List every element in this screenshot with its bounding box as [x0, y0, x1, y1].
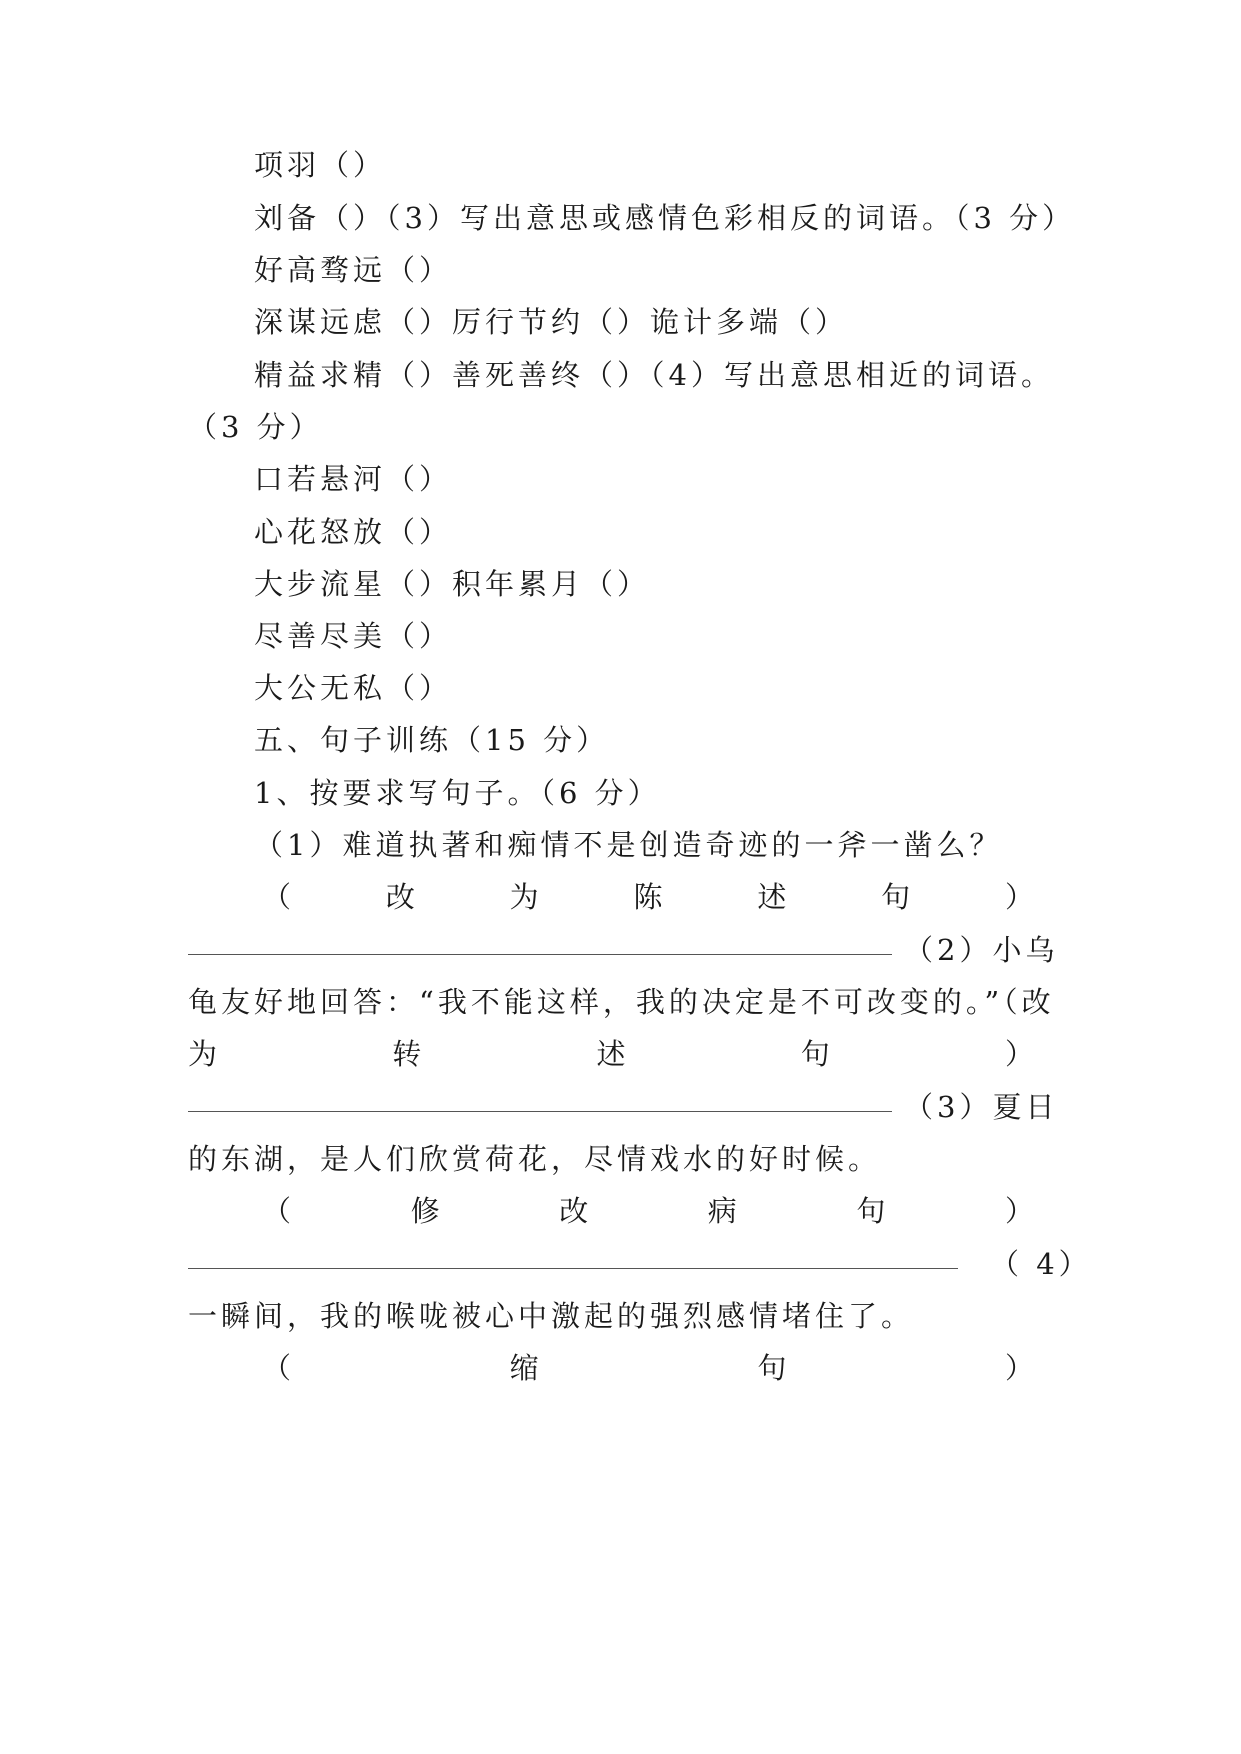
instruction-char: 句 — [881, 880, 911, 914]
instruction-char: ） — [1004, 880, 1034, 914]
answer-blank — [188, 1111, 892, 1112]
instruction-char: ） — [1004, 1037, 1034, 1071]
instruction-char: （ — [262, 1351, 292, 1385]
text-line: 一瞬间，我的喉咙被心中激起的强烈感情堵住了。 — [188, 1299, 915, 1333]
text-line: （ 4） — [990, 1247, 1092, 1281]
instruction-char: 述 — [757, 880, 787, 914]
instruction-char: 修 — [410, 1194, 440, 1228]
instruction-char: 改 — [559, 1194, 589, 1228]
instruction-char: 转 — [392, 1037, 422, 1071]
text-line: 好高骛远（） — [254, 253, 453, 287]
answer-blank — [188, 954, 892, 955]
instruction-char: 为 — [509, 880, 539, 914]
text-line: 口若悬河（） — [254, 462, 453, 496]
text-line: 心花怒放（） — [254, 515, 453, 549]
instruction-char: ） — [1004, 1351, 1034, 1385]
text-line: 大步流星（）积年累月（） — [254, 567, 651, 601]
text-line: 1、按要求写句子。（6 分） — [254, 776, 661, 810]
instruction-char: 陈 — [633, 880, 663, 914]
instruction-char: 改 — [385, 880, 415, 914]
text-line: 项羽（） — [254, 148, 387, 182]
text-line: 精益求精（）善死善终（）（4）写出意思相近的词语。 — [254, 358, 1054, 392]
instruction-char: ） — [1004, 1194, 1034, 1228]
text-line: 深谋远虑（）厉行节约（）诡计多端（） — [254, 305, 849, 339]
text-line: （1）难道执著和痴情不是创造奇迹的一斧一凿么？ — [254, 828, 1003, 862]
instruction-char: 缩 — [509, 1351, 539, 1385]
text-line: 龟友好地回答：“我不能这样，我的决定是不可改变的。”（改 — [188, 985, 1055, 1019]
text-line: （2）小乌 — [904, 933, 1059, 967]
instruction-char: （ — [262, 880, 292, 914]
instruction-char: 为 — [188, 1037, 218, 1071]
instruction-char: 述 — [596, 1037, 626, 1071]
text-line: （3）夏日 — [904, 1090, 1059, 1124]
text-line: 的东湖，是人们欣赏荷花，尽情戏水的好时候。 — [188, 1142, 882, 1176]
text-line: （3 分） — [188, 410, 323, 444]
text-line: 大公无私（） — [254, 671, 453, 705]
text-line: 刘备（）（3）写出意思或感情色彩相反的词语。（3 分） — [254, 201, 1076, 235]
instruction-char: 句 — [757, 1351, 787, 1385]
instruction-char: 句 — [856, 1194, 886, 1228]
instruction-char: （ — [262, 1194, 292, 1228]
instruction-char: 病 — [707, 1194, 737, 1228]
answer-blank — [188, 1268, 958, 1269]
instruction-char: 句 — [800, 1037, 830, 1071]
text-line: 尽善尽美（） — [254, 619, 453, 653]
instruction-line — [262, 1348, 1034, 1388]
section-heading: 五、句子训练（15 分） — [254, 723, 610, 757]
instruction-line — [188, 1034, 1034, 1074]
instruction-line — [262, 877, 1034, 917]
instruction-line — [262, 1191, 1034, 1231]
